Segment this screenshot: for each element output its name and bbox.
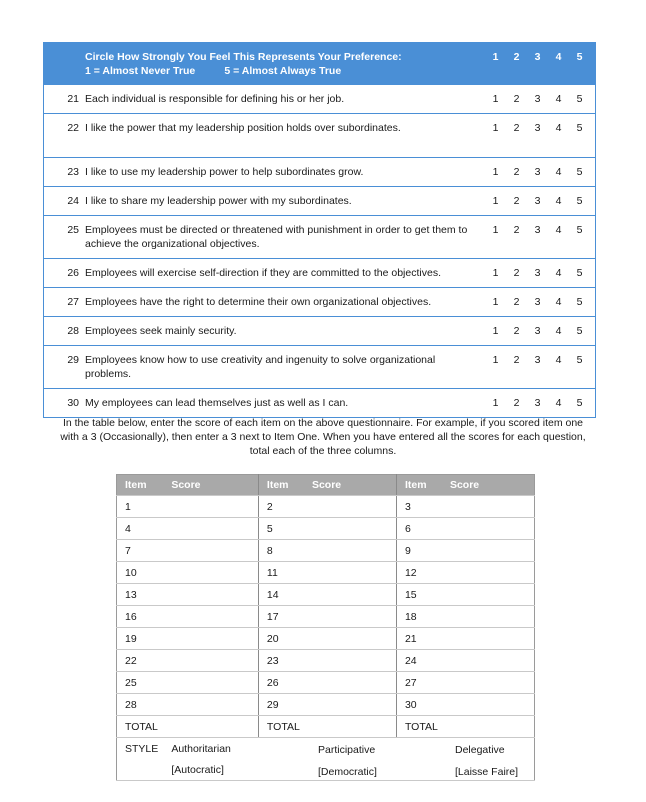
question-row [44, 158, 596, 187]
rating-scale [485, 259, 596, 288]
item-number: 1 [117, 496, 164, 518]
rating-option[interactable]: 4 [555, 354, 562, 366]
item-number: 26 [258, 672, 304, 694]
rating-option[interactable]: 2 [513, 325, 520, 337]
score-cell[interactable] [163, 518, 258, 540]
item-number: 20 [258, 628, 304, 650]
rating-scale [485, 389, 596, 418]
score-cell[interactable] [304, 584, 397, 606]
question-text: Employees must be directed or threatened with punishment in order to get them to achieve the organizational objectives. [85, 216, 485, 259]
column-header-item: Item [258, 475, 304, 496]
header-scale-legend: 1 = Almost Never True 5 = Almost Always True [85, 65, 342, 77]
score-row [117, 518, 535, 540]
style-delegative: Delegative [455, 744, 505, 756]
rating-option[interactable]: 3 [534, 122, 541, 134]
rating-option[interactable]: 4 [555, 296, 562, 308]
score-cell[interactable] [304, 562, 397, 584]
column-header-score: Score [304, 475, 397, 496]
column-header-item: Item [117, 475, 164, 496]
question-row [44, 389, 596, 418]
rating-option[interactable]: 3 [534, 397, 541, 409]
item-number: 24 [396, 650, 442, 672]
rating-option[interactable]: 2 [513, 166, 520, 178]
question-number: 29 [44, 346, 86, 389]
score-cell[interactable] [442, 672, 535, 694]
rating-option[interactable]: 2 [513, 397, 520, 409]
score-cell[interactable] [304, 496, 397, 518]
rating-option[interactable]: 3 [534, 224, 541, 236]
score-row [117, 606, 535, 628]
score-cell[interactable] [304, 606, 397, 628]
rating-option[interactable]: 1 [492, 267, 499, 279]
item-number: 4 [117, 518, 164, 540]
question-row [44, 259, 596, 288]
header-scale [485, 43, 596, 85]
item-number: 22 [117, 650, 164, 672]
rating-option[interactable]: 1 [492, 122, 499, 134]
question-number: 22 [44, 114, 86, 158]
score-cell[interactable] [163, 628, 258, 650]
item-number: 18 [396, 606, 442, 628]
question-number: 26 [44, 259, 86, 288]
score-row [117, 584, 535, 606]
rating-scale [485, 158, 596, 187]
rating-option[interactable]: 4 [555, 267, 562, 279]
rating-option[interactable]: 3 [534, 267, 541, 279]
rating-option[interactable]: 5 [576, 325, 583, 337]
question-text: Employees seek mainly security. [85, 317, 485, 346]
style-authoritarian: Authoritarian [171, 742, 231, 755]
score-cell[interactable] [442, 496, 535, 518]
question-text: Employees will exercise self-direction if they are committed to the objectives. [85, 259, 485, 288]
questionnaire-header-row [44, 43, 596, 85]
style-autocratic: [Autocratic] [163, 759, 258, 781]
item-number: 27 [396, 672, 442, 694]
style-participative: Participative [318, 744, 376, 756]
question-number: 25 [44, 216, 86, 259]
score-cell[interactable] [304, 540, 397, 562]
rating-option[interactable]: 5 [576, 354, 583, 366]
question-text: Each individual is responsible for defining his or her job. [85, 85, 485, 114]
item-number: 12 [396, 562, 442, 584]
question-text: Employees have the right to determine their own organizational objectives. [85, 288, 485, 317]
score-cell[interactable] [442, 694, 535, 716]
rating-option[interactable]: 3 [534, 354, 541, 366]
item-number: 2 [258, 496, 304, 518]
scale-option: 1 [492, 51, 499, 63]
score-cell[interactable] [163, 584, 258, 606]
item-number: 6 [396, 518, 442, 540]
item-number: 19 [117, 628, 164, 650]
score-cell[interactable] [442, 606, 535, 628]
score-row [117, 672, 535, 694]
item-number: 17 [258, 606, 304, 628]
rating-option[interactable]: 2 [513, 122, 520, 134]
score-row [117, 540, 535, 562]
item-number: 16 [117, 606, 164, 628]
item-number: 5 [258, 518, 304, 540]
score-header-row [117, 475, 535, 496]
question-row [44, 346, 596, 389]
question-row [44, 216, 596, 259]
score-cell[interactable] [304, 672, 397, 694]
question-row [44, 85, 596, 114]
rating-option[interactable]: 2 [513, 224, 520, 236]
rating-option[interactable]: 4 [555, 397, 562, 409]
rating-scale [485, 114, 596, 158]
rating-option[interactable]: 5 [576, 224, 583, 236]
rating-option[interactable]: 5 [576, 195, 583, 207]
question-number: 23 [44, 158, 86, 187]
rating-scale [485, 187, 596, 216]
question-row [44, 288, 596, 317]
rating-option[interactable]: 1 [492, 325, 499, 337]
item-number: 11 [258, 562, 304, 584]
rating-option[interactable]: 1 [492, 166, 499, 178]
score-cell[interactable] [163, 694, 258, 716]
score-row [117, 496, 535, 518]
rating-option[interactable]: 4 [555, 122, 562, 134]
rating-option[interactable]: 3 [534, 93, 541, 105]
score-cell[interactable] [163, 540, 258, 562]
rating-option[interactable]: 1 [492, 93, 499, 105]
score-row [117, 562, 535, 584]
total-label: TOTAL [117, 716, 259, 738]
total-label: TOTAL [258, 716, 396, 738]
question-row [44, 187, 596, 216]
rating-option[interactable]: 3 [534, 195, 541, 207]
rating-scale [485, 346, 596, 389]
question-number: 30 [44, 389, 86, 418]
score-row [117, 650, 535, 672]
rating-scale [485, 288, 596, 317]
rating-option[interactable]: 2 [513, 267, 520, 279]
score-cell[interactable] [304, 650, 397, 672]
item-number: 30 [396, 694, 442, 716]
item-number: 13 [117, 584, 164, 606]
item-number: 15 [396, 584, 442, 606]
rating-option[interactable]: 4 [555, 224, 562, 236]
style-label: STYLE [125, 742, 159, 755]
rating-option[interactable]: 1 [492, 354, 499, 366]
column-header-score: Score [163, 475, 258, 496]
score-cell[interactable] [163, 496, 258, 518]
questionnaire-header [44, 43, 486, 85]
rating-option[interactable]: 5 [576, 166, 583, 178]
item-number: 10 [117, 562, 164, 584]
score-cell[interactable] [442, 562, 535, 584]
rating-option[interactable]: 2 [513, 296, 520, 308]
rating-option[interactable]: 5 [576, 267, 583, 279]
score-cell[interactable] [304, 518, 397, 540]
score-row [117, 694, 535, 716]
rating-option[interactable]: 3 [534, 296, 541, 308]
scale-option: 4 [555, 51, 562, 63]
rating-scale [485, 317, 596, 346]
total-label: TOTAL [396, 716, 534, 738]
score-cell[interactable] [442, 628, 535, 650]
item-number: 9 [396, 540, 442, 562]
rating-option[interactable]: 2 [513, 354, 520, 366]
item-number: 28 [117, 694, 164, 716]
score-cell[interactable] [304, 628, 397, 650]
question-text: I like to share my leadership power with my subordinates. [85, 187, 485, 216]
item-number: 14 [258, 584, 304, 606]
rating-option[interactable]: 2 [513, 195, 520, 207]
score-table [116, 474, 535, 781]
rating-option[interactable]: 2 [513, 93, 520, 105]
question-text: Employees know how to use creativity and ingenuity to solve organizational problems. [85, 346, 485, 389]
item-number: 21 [396, 628, 442, 650]
question-number: 28 [44, 317, 86, 346]
scoring-instructions: In the table below, enter the score of each item on the above questionnaire. For example, if you scored item one with a 3 (Occasionally), then enter a 3 next to Item One. When you have entered all the scores for each question, total each of the three columns. [60, 417, 586, 457]
question-number: 21 [44, 85, 86, 114]
score-cell[interactable] [163, 672, 258, 694]
column-header-item: Item [396, 475, 442, 496]
score-cell[interactable] [442, 518, 535, 540]
rating-option[interactable]: 3 [534, 166, 541, 178]
score-cell[interactable] [163, 606, 258, 628]
scale-option: 2 [513, 51, 520, 63]
rating-option[interactable]: 4 [555, 325, 562, 337]
item-number: 3 [396, 496, 442, 518]
question-row [44, 317, 596, 346]
item-number: 25 [117, 672, 164, 694]
score-cell[interactable] [442, 584, 535, 606]
rating-option[interactable]: 3 [534, 325, 541, 337]
item-number: 7 [117, 540, 164, 562]
score-cell[interactable] [163, 562, 258, 584]
rating-option[interactable]: 5 [576, 93, 583, 105]
rating-option[interactable]: 1 [492, 195, 499, 207]
score-row [117, 628, 535, 650]
rating-option[interactable]: 5 [576, 296, 583, 308]
rating-option[interactable]: 1 [492, 296, 499, 308]
rating-option[interactable]: 4 [555, 93, 562, 105]
score-cell[interactable] [442, 540, 535, 562]
rating-scale [485, 216, 596, 259]
style-democratic: [Democratic] [318, 766, 377, 778]
rating-option[interactable]: 5 [576, 397, 583, 409]
score-cell[interactable] [163, 650, 258, 672]
question-row [44, 114, 596, 158]
item-number: 23 [258, 650, 304, 672]
rating-option[interactable]: 4 [555, 166, 562, 178]
score-cell[interactable] [442, 650, 535, 672]
question-text: I like the power that my leadership position holds over subordinates. [85, 114, 485, 158]
item-number: 29 [258, 694, 304, 716]
rating-option[interactable]: 1 [492, 397, 499, 409]
score-cell[interactable] [304, 694, 397, 716]
question-number: 27 [44, 288, 86, 317]
rating-option[interactable]: 5 [576, 122, 583, 134]
style-laisse-faire: [Laisse Faire] [455, 766, 519, 778]
questionnaire-table [43, 42, 596, 418]
header-instruction: Circle How Strongly You Feel This Represents Your Preference: [85, 51, 402, 63]
rating-scale [485, 85, 596, 114]
rating-option[interactable]: 4 [555, 195, 562, 207]
question-number: 24 [44, 187, 86, 216]
column-header-score: Score [442, 475, 535, 496]
question-text: My employees can lead themselves just as well as I can. [85, 389, 485, 418]
rating-option[interactable]: 1 [492, 224, 499, 236]
scale-option: 5 [576, 51, 583, 63]
question-text: I like to use my leadership power to help subordinates grow. [85, 158, 485, 187]
item-number: 8 [258, 540, 304, 562]
total-row [117, 716, 535, 738]
scale-option: 3 [534, 51, 541, 63]
